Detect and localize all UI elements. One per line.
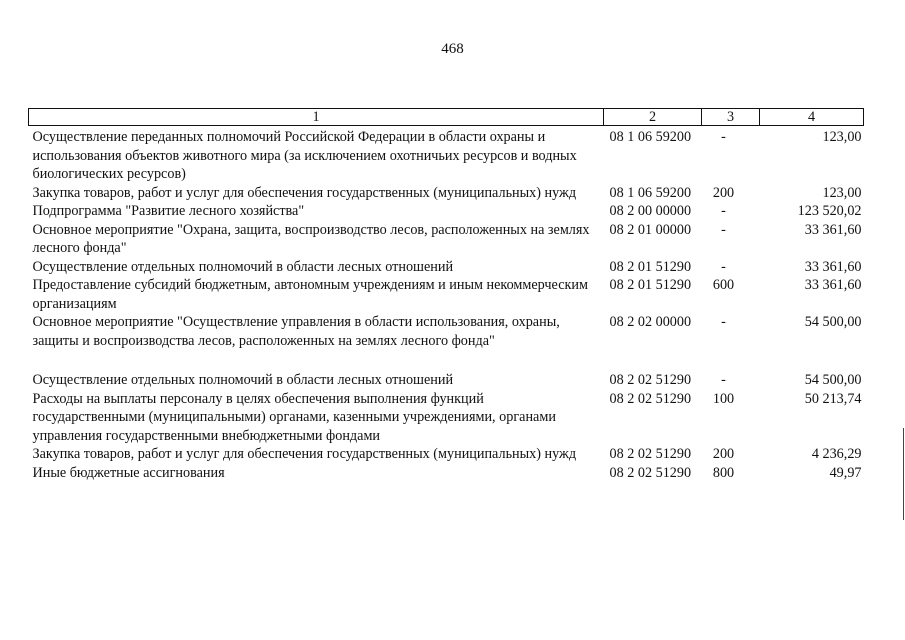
table-row [29, 126, 864, 184]
table-row [29, 313, 864, 371]
table-row [29, 276, 864, 313]
row-name: Осуществление переданных полномочий Российской Федерации в области охраны и использования объектов животного мира (за исключением охотничьих ресурсов и водных биологических ресурсов) [32, 129, 577, 182]
row-expense-type: 800 [712, 464, 735, 481]
row-name: Осуществление отдельных полномочий в области лесных отношений [32, 372, 454, 388]
row-sum: 33 361,60 [804, 258, 862, 275]
row-sum: 123,00 [822, 129, 862, 145]
table-row [29, 390, 864, 446]
row-name: Основное мероприятие "Охрана, защита, воспроизводство лесов, расположенных на землях лесного фонда" [32, 221, 590, 256]
header-col-4: 4 [760, 109, 864, 126]
row-sum: 54 500,00 [804, 372, 862, 388]
row-sum: 54 500,00 [804, 314, 862, 330]
header-col-1: 1 [29, 109, 604, 126]
row-code: 08 2 01 51290 [609, 277, 692, 293]
header-col-3: 3 [702, 109, 760, 126]
table-header [29, 109, 864, 126]
row-sum: 33 361,60 [804, 277, 862, 293]
row-code: 08 2 02 51290 [609, 390, 692, 407]
table-row [29, 184, 864, 203]
row-code: 08 2 02 51290 [609, 446, 692, 462]
row-code: 08 2 00 00000 [609, 203, 692, 219]
row-expense-type: - [721, 314, 726, 330]
row-name: Иные бюджетные ассигнования [32, 464, 225, 481]
row-expense-type: 600 [712, 277, 735, 293]
row-sum: 49,97 [829, 464, 862, 481]
row-expense-type: 200 [712, 184, 735, 201]
scan-edge-line [903, 428, 904, 520]
table-row [29, 464, 864, 483]
row-code: 08 2 01 51290 [609, 258, 692, 275]
row-expense-type: - [721, 372, 726, 388]
header-col-2: 2 [604, 109, 702, 126]
row-expense-type: - [721, 203, 726, 219]
table-row [29, 258, 864, 277]
row-sum: 4 236,29 [811, 446, 862, 462]
row-name: Расходы на выплаты персоналу в целях обеспечения выполнения функций государственными (муниципальными) органами, казенными учреждениями, органами управления государственными внебюджетными фондами [32, 390, 556, 444]
row-expense-type: - [721, 129, 726, 145]
row-expense-type: 100 [712, 390, 735, 407]
budget-table [28, 108, 864, 482]
row-sum: 33 361,60 [804, 221, 862, 238]
row-name: Закупка товаров, работ и услуг для обеспечения государственных (муниципальных) нужд [32, 446, 577, 462]
row-name: Закупка товаров, работ и услуг для обеспечения государственных (муниципальных) нужд [32, 184, 577, 201]
row-name: Предоставление субсидий бюджетным, автономным учреждениям и иным некоммерческим организациям [32, 277, 588, 312]
table-row [29, 221, 864, 258]
row-code: 08 2 02 00000 [609, 314, 692, 330]
row-code: 08 1 06 59200 [609, 184, 692, 201]
row-expense-type: - [721, 221, 726, 238]
table-row [29, 371, 864, 390]
row-expense-type: 200 [712, 446, 735, 462]
row-sum: 123,00 [822, 184, 862, 201]
table-body [29, 126, 864, 483]
row-sum: 123 520,02 [797, 203, 862, 219]
row-name: Подпрограмма "Развитие лесного хозяйства" [32, 203, 305, 219]
row-code: 08 2 01 00000 [609, 221, 692, 238]
table-row [29, 202, 864, 221]
row-code: 08 1 06 59200 [609, 129, 692, 145]
row-name: Осуществление отдельных полномочий в области лесных отношений [32, 258, 454, 275]
row-name: Основное мероприятие "Осуществление управления в области использования, охраны, защиты и воспроизводства лесов, расположенных на землях лесного фонда" [32, 314, 560, 349]
row-code: 08 2 02 51290 [609, 372, 692, 388]
row-sum: 50 213,74 [804, 390, 862, 407]
row-code: 08 2 02 51290 [609, 464, 692, 481]
header-row [29, 109, 864, 126]
page-number: 468 [441, 41, 464, 57]
row-expense-type: - [721, 258, 726, 275]
table-row [29, 445, 864, 464]
